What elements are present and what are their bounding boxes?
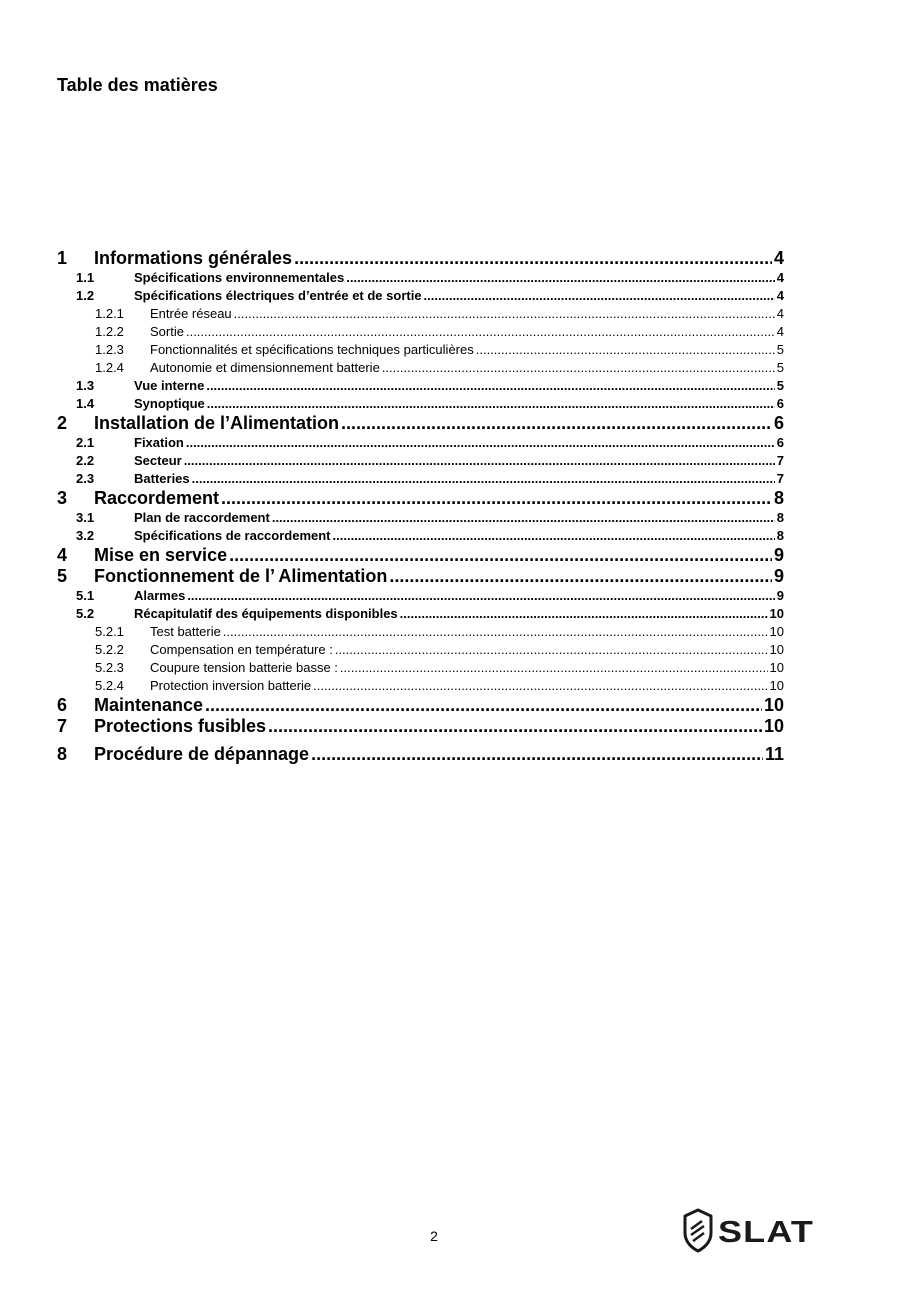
toc-entry[interactable]	[57, 623, 784, 641]
toc-entry-title: Batteries	[134, 471, 190, 486]
toc-entry-page: 5	[776, 360, 784, 375]
toc-entry-number: 1.2.4	[95, 360, 124, 375]
toc-entry-title: Synoptique	[134, 396, 205, 411]
toc-entry[interactable]	[57, 323, 784, 341]
toc-entry-title: Vue interne	[134, 378, 205, 393]
toc-entry-page: 9	[773, 566, 784, 586]
toc-entry-page: 7	[776, 471, 784, 486]
toc-entry[interactable]	[57, 641, 784, 659]
toc-entry[interactable]	[57, 587, 784, 605]
toc-entry-page: 10	[769, 606, 784, 621]
toc-entry-title: Mise en service	[94, 545, 228, 565]
toc-entry-title: Spécifications environnementales	[134, 270, 345, 285]
toc-entry-page: 10	[769, 642, 784, 657]
toc-entry[interactable]	[57, 269, 784, 287]
toc-entry-page: 4	[773, 248, 784, 268]
toc-entry-page: 4	[776, 306, 784, 321]
toc-entry-page: 5	[776, 342, 784, 357]
toc-entry[interactable]	[57, 716, 784, 737]
toc-entry[interactable]	[57, 744, 784, 765]
toc-entry[interactable]	[57, 377, 784, 395]
toc-dot-leader	[186, 323, 775, 341]
toc-entry-page: 10	[769, 624, 784, 639]
toc-entry-page: 9	[776, 588, 784, 603]
toc-entry[interactable]	[57, 677, 784, 695]
toc-dot-leader	[205, 695, 762, 716]
toc-entry-title: Alarmes	[134, 588, 186, 603]
toc-entry[interactable]	[57, 509, 784, 527]
toc-entry-title: Plan de raccordement	[134, 510, 270, 525]
toc-entry-title: Informations générales	[94, 248, 293, 268]
toc-entry-title: Secteur	[134, 453, 182, 468]
page-number: 2	[430, 1228, 438, 1244]
toc-entry-page: 8	[776, 510, 784, 525]
toc-entry-page: 6	[773, 413, 784, 433]
toc-dot-leader	[187, 587, 774, 605]
toc-dot-leader	[184, 452, 775, 470]
toc-entry-title: Coupure tension batterie basse :	[150, 660, 338, 675]
toc-dot-leader	[382, 359, 775, 377]
toc-dot-leader	[341, 413, 772, 434]
toc-entry[interactable]	[57, 359, 784, 377]
toc-dot-leader	[221, 488, 772, 509]
toc-entry[interactable]	[57, 305, 784, 323]
toc-entry-number: 5.1	[76, 588, 95, 603]
toc-entry-number: 1.2	[76, 288, 95, 303]
toc-entry-page: 10	[769, 660, 784, 675]
toc-dot-leader	[311, 744, 763, 765]
toc-dot-leader	[313, 677, 767, 695]
toc-entry-page: 6	[776, 396, 784, 411]
toc-entry-page: 4	[776, 324, 784, 339]
toc-entry-page: 4	[776, 270, 784, 285]
toc-entry-title: Fonctionnement de l’ Alimentation	[94, 566, 388, 586]
toc-entry-title: Sortie	[150, 324, 184, 339]
toc-entry[interactable]	[57, 695, 784, 716]
toc-entry-title: Entrée réseau	[150, 306, 232, 321]
toc-dot-leader	[333, 527, 775, 545]
toc-dot-leader	[400, 605, 768, 623]
toc-entry[interactable]	[57, 452, 784, 470]
toc-entry-page: 11	[764, 744, 784, 764]
toc-entry-title: Spécifications électriques d’entrée et de sortie	[134, 288, 422, 303]
toc-entry-page: 8	[773, 488, 784, 508]
toc-dot-leader	[206, 377, 774, 395]
toc-entry-title: Test batterie	[150, 624, 221, 639]
toc-entry-page: 4	[776, 288, 784, 303]
toc-dot-leader	[389, 566, 772, 587]
toc-entry-title: Spécifications de raccordement	[134, 528, 331, 543]
toc-entry-title: Fixation	[134, 435, 184, 450]
slat-logo-text: SLAT	[718, 1214, 814, 1249]
slat-shield-icon	[685, 1210, 711, 1251]
toc-dot-leader	[272, 509, 775, 527]
toc-entry-number: 5	[57, 566, 68, 586]
toc-entry-title: Récapitulatif des équipements disponibles	[134, 606, 398, 621]
toc-entry[interactable]	[57, 488, 784, 509]
table-of-contents	[57, 248, 784, 765]
toc-entry-number: 3	[57, 488, 68, 508]
toc-entry-page: 8	[776, 528, 784, 543]
toc-entry-number: 2.2	[76, 453, 95, 468]
toc-entry-number: 1.2.2	[95, 324, 124, 339]
toc-entry-page: 9	[773, 545, 784, 565]
toc-dot-leader	[268, 716, 762, 737]
toc-entry-number: 1	[57, 248, 68, 268]
toc-entry-page: 5	[776, 378, 784, 393]
toc-entry[interactable]	[57, 434, 784, 452]
toc-entry-title: Autonomie et dimensionnement batterie	[150, 360, 380, 375]
toc-entry-number: 5.2.1	[95, 624, 124, 639]
toc-entry[interactable]	[57, 341, 784, 359]
toc-dot-leader	[229, 545, 772, 566]
toc-dot-leader	[424, 287, 775, 305]
toc-dot-leader	[294, 248, 772, 269]
toc-entry[interactable]	[57, 287, 784, 305]
toc-entry[interactable]	[57, 566, 784, 587]
toc-entry-number: 5.2.4	[95, 678, 124, 693]
toc-entry-title: Compensation en température :	[150, 642, 333, 657]
toc-entry-number: 2.1	[76, 435, 95, 450]
toc-dot-leader	[234, 305, 775, 323]
toc-dot-leader	[223, 623, 768, 641]
toc-dot-leader	[335, 641, 768, 659]
toc-dot-leader	[192, 470, 775, 488]
toc-entry-number: 1.1	[76, 270, 95, 285]
toc-entry-number: 1.3	[76, 378, 95, 393]
toc-entry-number: 8	[57, 744, 68, 764]
toc-entry-page: 10	[763, 695, 784, 715]
toc-entry-page: 10	[769, 678, 784, 693]
toc-entry-page: 10	[763, 716, 784, 736]
toc-entry-number: 5.2.3	[95, 660, 124, 675]
toc-entry-page: 7	[776, 453, 784, 468]
toc-entry-number: 5.2	[76, 606, 95, 621]
toc-entry[interactable]	[57, 395, 784, 413]
toc-entry-title: Installation de l’Alimentation	[94, 413, 340, 433]
toc-entry[interactable]	[57, 470, 784, 488]
toc-entry[interactable]	[57, 527, 784, 545]
toc-entry-title: Procédure de dépannage	[94, 744, 310, 764]
toc-entry-title: Raccordement	[94, 488, 220, 508]
toc-entry-number: 6	[57, 695, 68, 715]
toc-dot-leader	[340, 659, 768, 677]
toc-entry-title: Protection inversion batterie	[150, 678, 312, 693]
toc-entry-number: 7	[57, 716, 68, 736]
toc-entry-number: 1.4	[76, 396, 95, 411]
toc-dot-leader	[207, 395, 775, 413]
toc-entry-number: 2.3	[76, 471, 95, 486]
toc-entry[interactable]	[57, 545, 784, 566]
toc-entry-number: 1.2.3	[95, 342, 124, 357]
slat-logo	[682, 1207, 818, 1253]
toc-entry-number: 2	[57, 413, 68, 433]
toc-entry-number: 5.2.2	[95, 642, 124, 657]
toc-entry[interactable]	[57, 248, 784, 269]
toc-entry[interactable]	[57, 413, 784, 434]
toc-dot-leader	[186, 434, 775, 452]
toc-dot-leader	[346, 269, 775, 287]
toc-entry[interactable]	[57, 659, 784, 677]
toc-entry[interactable]	[57, 605, 784, 623]
toc-entry-title: Fonctionnalités et spécifications techniques particulières	[150, 342, 474, 357]
toc-entry-page: 6	[776, 435, 784, 450]
toc-heading: Table des matières	[57, 75, 218, 95]
toc-entry-number: 3.1	[76, 510, 95, 525]
toc-entry-number: 3.2	[76, 528, 95, 543]
toc-entry-title: Maintenance	[94, 695, 204, 715]
toc-entry-title: Protections fusibles	[94, 716, 267, 736]
toc-entry-number: 4	[57, 545, 68, 565]
toc-entry-number: 1.2.1	[95, 306, 124, 321]
toc-dot-leader	[476, 341, 775, 359]
